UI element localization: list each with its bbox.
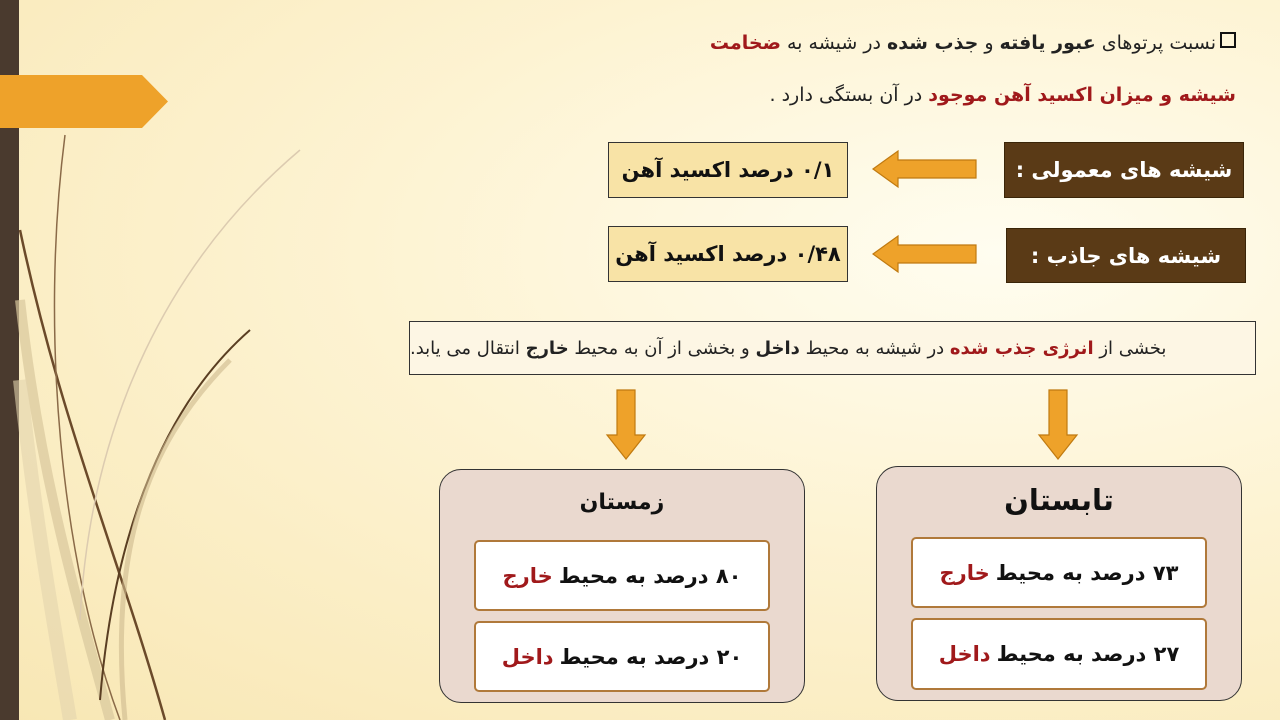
text-run: در آن بستگی دارد . (769, 84, 929, 106)
intro-line-2 (636, 84, 1236, 106)
winter-inside-place: داخل (501, 644, 554, 669)
text-run: شیشه و میزان اکسید آهن موجود (928, 84, 1236, 106)
summer-outside-stat (911, 537, 1207, 608)
text-run: بخشی از (1093, 337, 1167, 359)
winter-outside-stat (474, 540, 770, 611)
summer-inside-place: داخل (938, 642, 991, 666)
orange-tab (0, 75, 168, 128)
checkbox-bullet-icon (1220, 32, 1236, 48)
down-arrow-icon (1037, 389, 1079, 461)
energy-transfer-text (410, 338, 1166, 359)
text-run: و (978, 32, 1000, 54)
summer-outside-place: خارج (939, 560, 990, 585)
normal-glass-value: ۰/۱ درصد اکسید آهن (608, 142, 848, 198)
absorbing-glass-label: شیشه های جاذب : (1006, 228, 1246, 283)
left-arrow-icon (872, 149, 978, 189)
text-run: و بخشی از آن به محیط (568, 337, 756, 359)
left-arrow-icon (872, 234, 978, 274)
text-run: جذب شده (887, 32, 979, 54)
normal-glass-label: شیشه های معمولی : (1004, 142, 1244, 198)
down-arrow-icon (605, 389, 647, 461)
winter-inside-value: ۲۰ درصد به محیط (559, 644, 743, 669)
energy-transfer-box (409, 321, 1256, 375)
winter-outside-place: خارج (502, 563, 553, 588)
text-run: انتقال می یابد. (410, 337, 526, 359)
summer-outside-value: ۷۳ درصد به محیط (995, 560, 1179, 585)
intro-line-1 (636, 32, 1236, 54)
winter-outside-value: ۸۰ درصد به محیط (558, 563, 742, 588)
text-run: نسبت پرتوهای (1095, 32, 1216, 54)
text-run: در شیشه به (780, 32, 888, 54)
summer-panel (876, 466, 1242, 701)
winter-panel (439, 469, 805, 703)
text-run: داخل (755, 337, 800, 359)
intro-line-1-text (710, 32, 1216, 54)
text-run: در شیشه به محیط (799, 337, 950, 359)
text-run: عبور یافته (999, 32, 1096, 54)
text-run: انرژی جذب شده (949, 337, 1094, 359)
summer-title: تابستان (1004, 483, 1114, 517)
summer-inside-value: ۲۷ درصد به محیط (996, 642, 1180, 666)
winter-inside-stat (474, 621, 770, 692)
summer-inside-stat (911, 618, 1207, 690)
text-run: ضخامت (709, 32, 781, 54)
absorbing-glass-value: ۰/۴۸ درصد اکسید آهن (608, 226, 848, 282)
winter-title: زمستان (579, 490, 665, 515)
text-run: خارج (525, 337, 569, 359)
